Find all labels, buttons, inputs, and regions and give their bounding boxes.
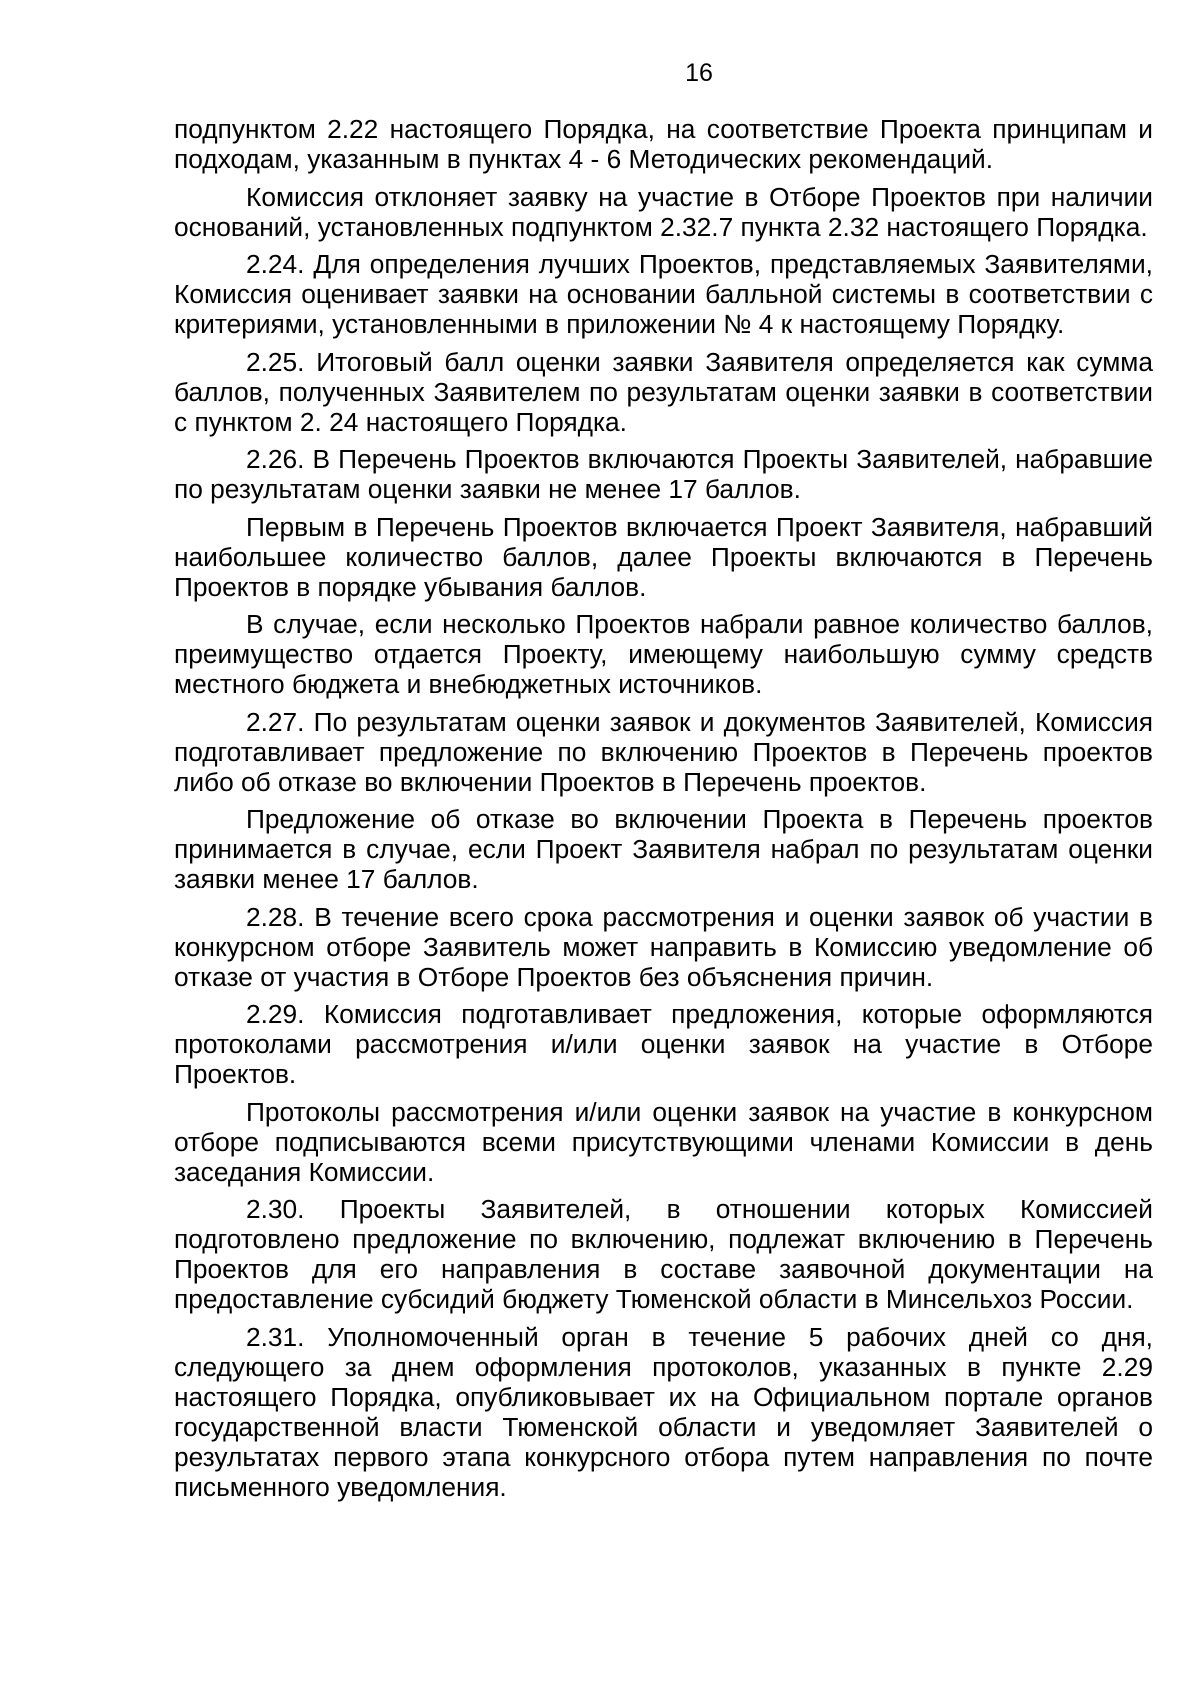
paragraph: Первым в Перечень Проектов включается Проект Заявителя, набравший наибольшее количество баллов, далее Проекты включаются в Перечень Проектов в порядке убывания баллов.: [174, 511, 1153, 602]
paragraph: 2.28. В течение всего срока рассмотрения и оценки заявок об участии в конкурсном отборе Заявитель может направить в Комиссию уведомление об отказе от участия в Отборе Проектов без объяснения причин.: [174, 901, 1153, 992]
paragraph: 2.30. Проекты Заявителей, в отношении которых Комиссией подготовлено предложение по включению, подлежат включению в Перечень Проектов для его направления в составе заявочной документации на предоставление субсидий бюджету Тюменской области в Минсельхоз России.: [174, 1194, 1153, 1314]
paragraph: 2.31. Уполномоченный орган в течение 5 рабочих дней со дня, следующего за днем оформления протоколов, указанных в пункте 2.29 настоящего Порядка, опубликовывает их на Официальном портале органов государственной власти Тюменской области и уведомляет Заявителей о результатах первого этапа конкурсного отбора путем направления по почте письменного уведомления.: [174, 1321, 1153, 1502]
paragraph: Комиссия отклоняет заявку на участие в Отборе Проектов при наличии оснований, установленных подпунктом 2.32.7 пункта 2.32 настоящего Порядка.: [174, 181, 1153, 242]
document-body: [174, 114, 1153, 1509]
paragraph: 2.27. По результатам оценки заявок и документов Заявителей, Комиссия подготавливает предложение по включению Проектов в Перечень проектов либо об отказе во включении Проектов в Перечень проектов.: [174, 706, 1153, 797]
paragraph: 2.26. В Перечень Проектов включаются Проекты Заявителей, набравшие по результатам оценки заявки не менее 17 баллов.: [174, 444, 1153, 504]
page-number: 16: [685, 59, 713, 87]
paragraph: Предложение об отказе во включении Проекта в Перечень проектов принимается в случае, если Проект Заявителя набрал по результатам оценки заявки менее 17 баллов.: [174, 804, 1153, 894]
paragraph: В случае, если несколько Проектов набрали равное количество баллов, преимущество отдается Проекту, имеющему наибольшую сумму средств местного бюджета и внебюджетных источников.: [174, 609, 1153, 699]
paragraph: 2.25. Итоговый балл оценки заявки Заявителя определяется как сумма баллов, полученных Заявителем по результатам оценки заявки в соответствии с пунктом 2. 24 настоящего Порядка.: [174, 346, 1153, 437]
paragraph: 2.24. Для определения лучших Проектов, представляемых Заявителями, Комиссия оценивает заявки на основании балльной системы в соответствии с критериями, установленными в приложении № 4 к настоящему Порядку.: [174, 249, 1153, 339]
paragraph: Протоколы рассмотрения и/или оценки заявок на участие в конкурсном отборе подписываются всеми присутствующими членами Комиссии в день заседания Комиссии.: [174, 1096, 1153, 1187]
paragraph: подпунктом 2.22 настоящего Порядка, на соответствие Проекта принципам и подходам, указанным в пунктах 4 - 6 Методических рекомендаций.: [174, 114, 1153, 174]
paragraph: 2.29. Комиссия подготавливает предложения, которые оформляются протоколами рассмотрения и/или оценки заявок на участие в Отборе Проектов.: [174, 999, 1153, 1089]
